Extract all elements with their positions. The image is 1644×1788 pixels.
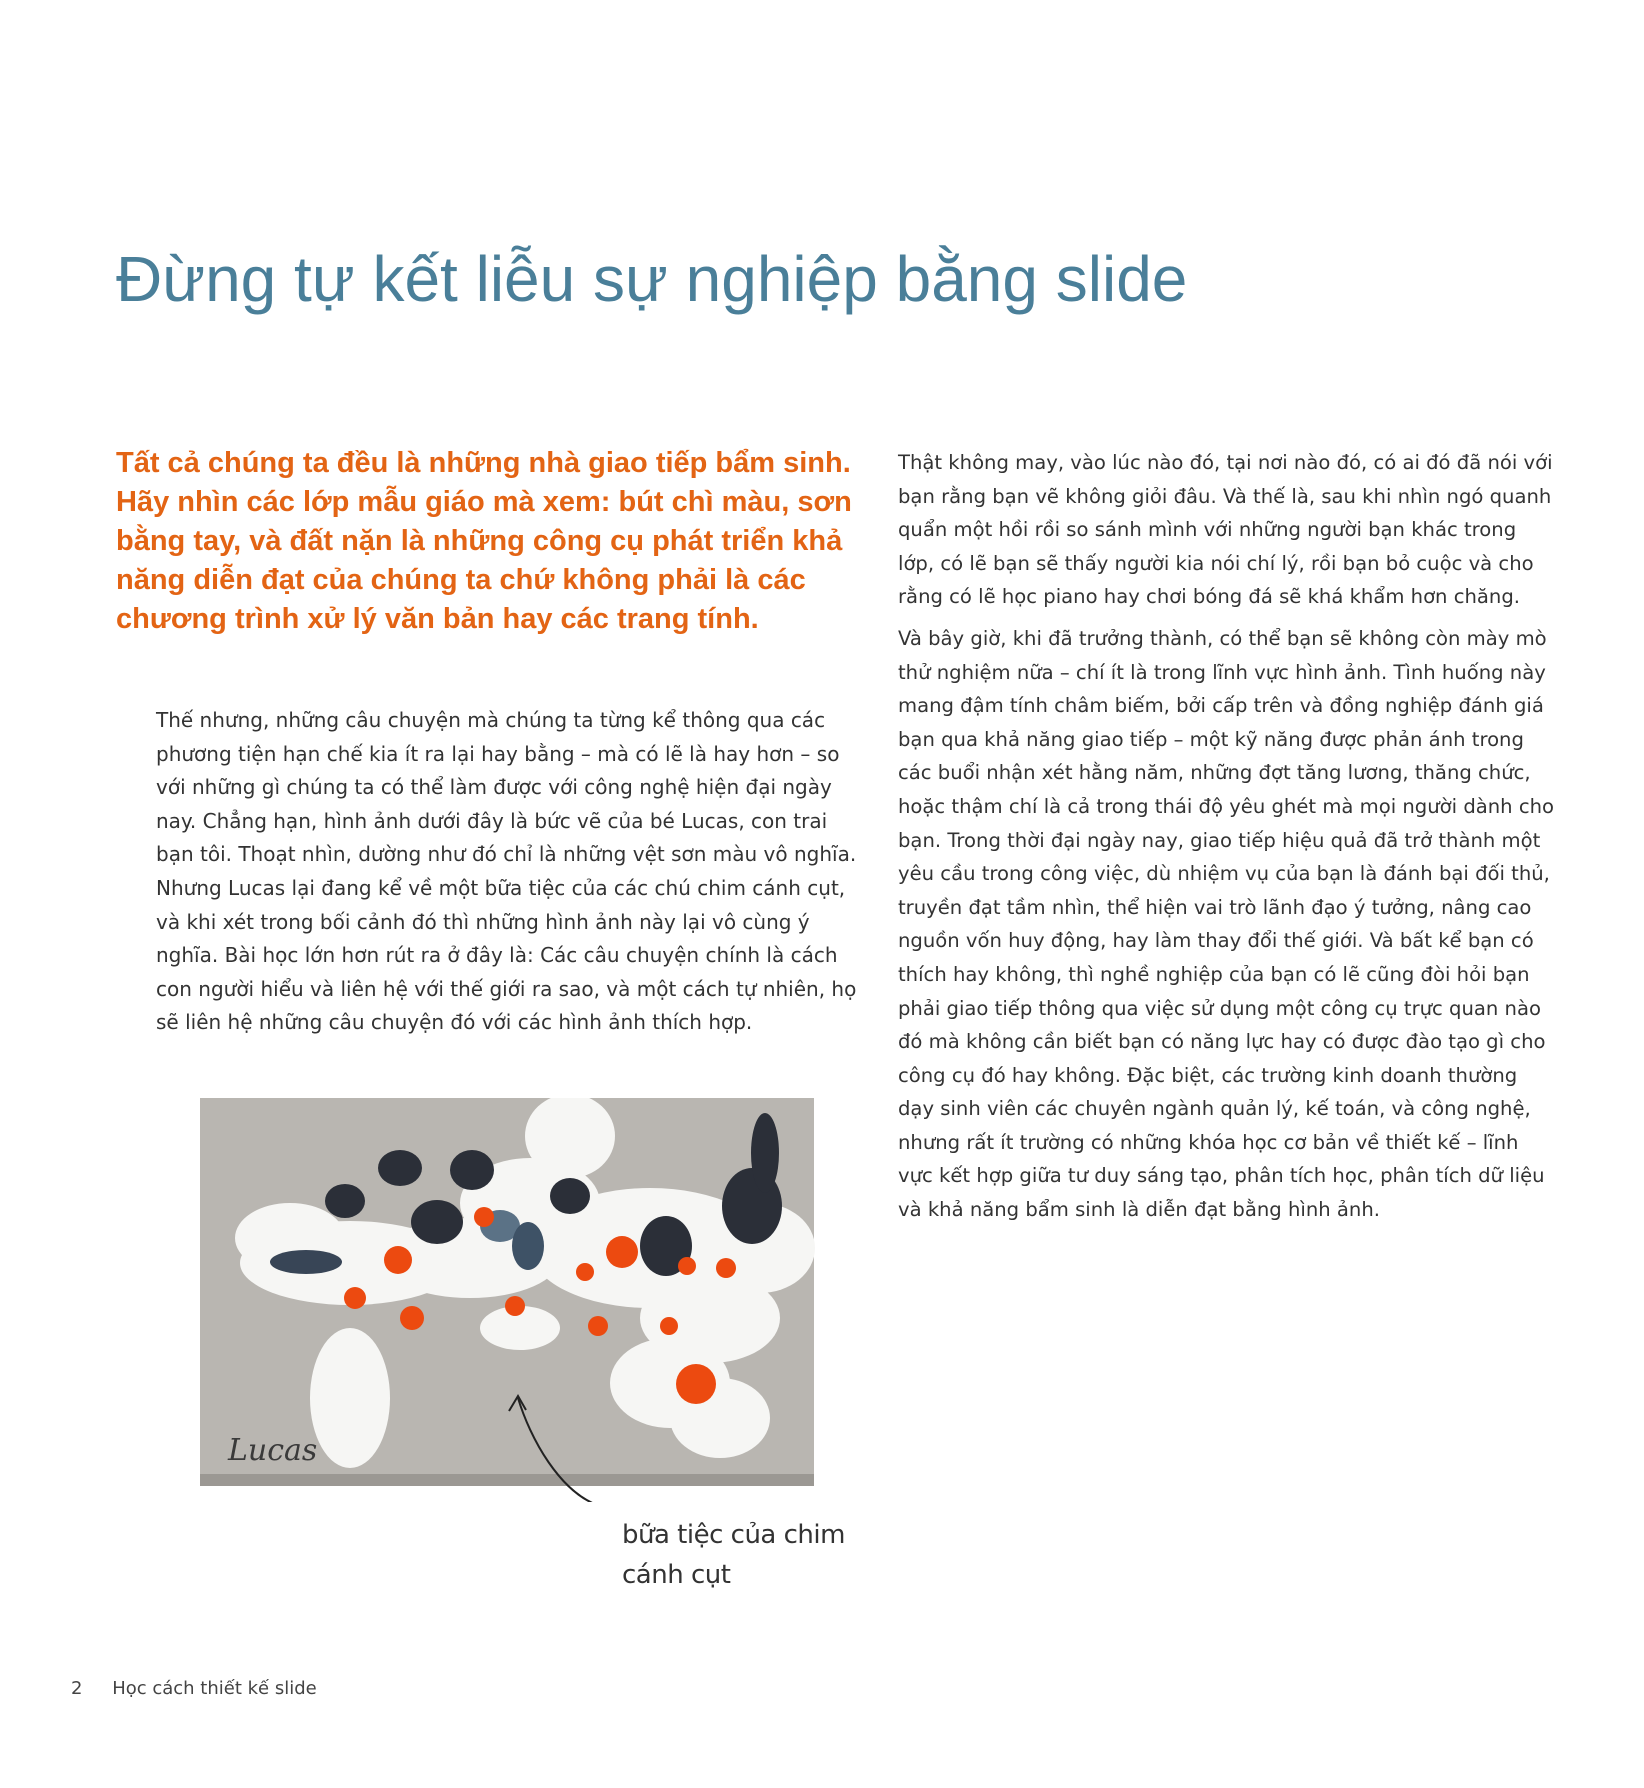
page-number: 2 (71, 1678, 83, 1699)
running-title: Học cách thiết kế slide (112, 1678, 317, 1699)
figure-caption-line-2: cánh cụt (622, 1560, 731, 1590)
penguin-painting-figure (200, 1098, 820, 1502)
body-paragraph-right-2: Và bây giờ, khi đã trưởng thành, có thể bạn sẽ không còn mày mò thử nghiệm nữa – chí ít là trong lĩnh vực hình ảnh. Tình huống này mang đậm tính châm biếm, bởi cấp trên và đồng nghiệp đánh giá bạn qua khả năng giao tiếp – một kỹ năng được phản ánh trong các buổi nhận xét hằng năm, những đợt tăng lương, thăng chức, hoặc thậm chí là cả trong thái độ yêu ghét mà mọi người dành cho bạn. Trong thời đại ngày nay, giao tiếp hiệu quả đã trở thành một yêu cầu trong công việc, dù nhiệm vụ của bạn là đánh bại đối thủ, truyền đạt tầm nhìn, thể hiện vai trò lãnh đạo ý tưởng, nâng cao nguồn vốn huy động, hay làm thay đổi thế giới. Và bất kể bạn có thích hay không, thì nghề nghiệp của bạn có lẽ cũng đòi hỏi bạn phải giao tiếp thông qua việc sử dụng một công cụ trực quan nào đó mà không cần biết bạn có năng lực hay có được đào tạo gì cho công cụ đó hay không. Đặc biệt, các trường kinh doanh thường dạy sinh viên các chuyên ngành quản lý, kế toán, và công nghệ, nhưng rất ít trường có những khóa học cơ bản về thiết kế – lĩnh vực kết hợp giữa tư duy sáng tạo, phân tích học, phân tích dữ liệu và khả năng bẩm sinh là diễn đạt bằng hình ảnh. (898, 626, 1555, 1222)
body-paragraph-right-1: Thật không may, vào lúc nào đó, tại nơi nào đó, có ai đó đã nói với bạn rằng bạn vẽ không giỏi đâu. Và thế là, sau khi nhìn ngó quanh quẩn một hồi rồi so sánh mình với những người bạn khác trong lớp, có lẽ bạn sẽ thấy người kia nói chí lý, rồi bạn bỏ cuộc và cho rằng có lẽ học piano hay chơi bóng đá sẽ khá khẩm hơn chăng. (898, 451, 1553, 609)
right-column (898, 446, 1558, 1235)
lead-paragraph: Tất cả chúng ta đều là những nhà giao tiếp bẩm sinh. Hãy nhìn các lớp mẫu giáo mà xem: bút chì màu, sơn bằng tay, và đất nặn là những công cụ phát triển khả năng diễn đạt của chúng ta chứ không phải là các chương trình xử lý văn bản hay các trang tính. (116, 447, 852, 635)
body-paragraph-left: Thế nhưng, những câu chuyện mà chúng ta từng kể thông qua các phương tiện hạn chế kia ít ra lại hay bằng – mà có lẽ là hay hơn – so với những gì chúng ta có thể làm được với công nghệ hiện đại ngày nay. Chẳng hạn, hình ảnh dưới đây là bức vẽ của bé Lucas, con trai bạn tôi. Thoạt nhìn, dường như đó chỉ là những vệt sơn màu vô nghĩa. Nhưng Lucas lại đang kể về một bữa tiệc của các chú chim cánh cụt, và khi xét trong bối cảnh đó thì những hình ảnh này lại vô cùng ý nghĩa. Bài học lớn hơn rút ra ở đây là: Các câu chuyện chính là cách con người hiểu và liên hệ với thế giới ra sao, và một cách tự nhiên, họ sẽ liên hệ những câu chuyện đó với các hình ảnh thích hợp. (156, 708, 857, 1035)
penguin-painting-image (200, 1098, 820, 1502)
painting-shadow (200, 1474, 814, 1486)
figure-caption (622, 1515, 852, 1595)
painting-signature: Lucas (228, 1433, 318, 1468)
page-title: Đừng tự kết liễu sự nghiệp bằng slide (116, 243, 1188, 315)
page-footer (71, 1678, 317, 1699)
figure-caption-line-1: bữa tiệc của chim (622, 1520, 845, 1550)
